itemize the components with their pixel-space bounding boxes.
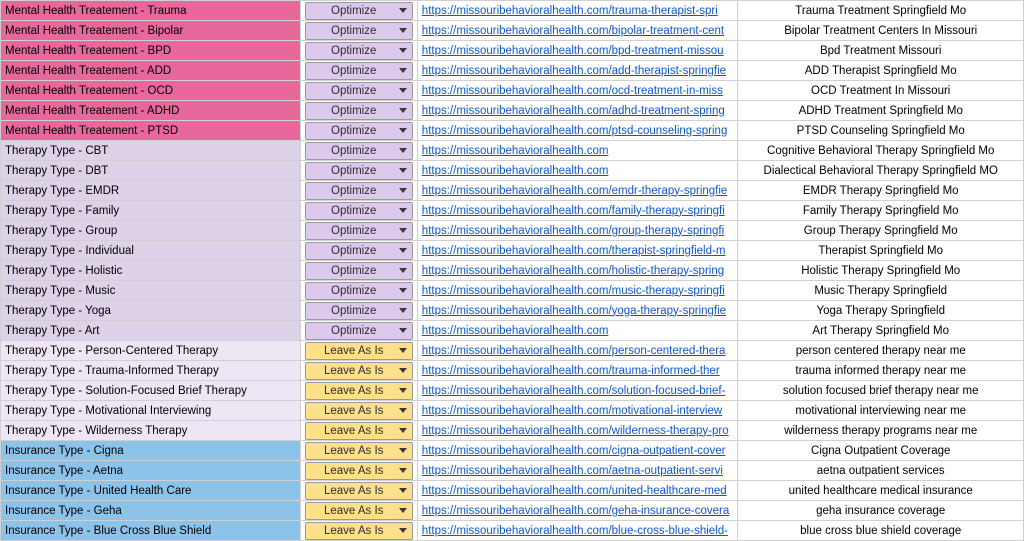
action-dropdown[interactable]: [305, 62, 413, 80]
action-cell[interactable]: [300, 41, 417, 61]
chevron-down-icon[interactable]: [399, 268, 407, 273]
keyword-cell[interactable]: Music Therapy Springfield: [738, 281, 1024, 301]
table-row[interactable]: [1, 381, 1024, 401]
keyword-cell[interactable]: Cigna Outpatient Coverage: [738, 441, 1024, 461]
keyword-cell[interactable]: Yoga Therapy Springfield: [738, 301, 1024, 321]
action-dropdown[interactable]: [305, 42, 413, 60]
table-row[interactable]: [1, 181, 1024, 201]
action-dropdown-label: Optimize: [331, 164, 377, 177]
action-dropdown[interactable]: [305, 262, 413, 280]
keyword-cell[interactable]: trauma informed therapy near me: [738, 361, 1024, 381]
action-dropdown[interactable]: [305, 382, 413, 400]
url-cell[interactable]: https://missouribehavioralhealth.com/motivational-interview: [417, 401, 738, 421]
action-dropdown-label: Optimize: [331, 224, 377, 237]
table-row[interactable]: [1, 341, 1024, 361]
url-cell[interactable]: https://missouribehavioralhealth.com/group-therapy-springfi: [417, 221, 738, 241]
table-row[interactable]: [1, 221, 1024, 241]
table-row[interactable]: [1, 461, 1024, 481]
url-cell[interactable]: https://missouribehavioralhealth.com/holistic-therapy-spring: [417, 261, 738, 281]
action-dropdown-label: Leave As Is: [323, 524, 384, 537]
url-cell[interactable]: https://missouribehavioralhealth.com/ptsd-counseling-spring: [417, 121, 738, 141]
action-dropdown-label: Optimize: [331, 144, 377, 157]
chevron-down-icon[interactable]: [399, 208, 407, 213]
url-cell[interactable]: https://missouribehavioralhealth.com/family-therapy-springfi: [417, 201, 738, 221]
action-cell[interactable]: [300, 121, 417, 141]
url-cell[interactable]: https://missouribehavioralhealth.com/trauma-therapist-spri: [417, 1, 738, 21]
url-cell[interactable]: https://missouribehavioralhealth.com: [417, 141, 738, 161]
action-dropdown[interactable]: [305, 362, 413, 380]
action-cell[interactable]: [300, 101, 417, 121]
action-cell[interactable]: [300, 401, 417, 421]
action-cell[interactable]: [300, 221, 417, 241]
row-label-cell[interactable]: Therapy Type - CBT: [1, 141, 301, 161]
table-row[interactable]: [1, 261, 1024, 281]
keyword-cell[interactable]: OCD Treatment In Missouri: [738, 81, 1024, 101]
action-dropdown-label: Optimize: [331, 44, 377, 57]
keyword-cell[interactable]: Bipolar Treatment Centers In Missouri: [738, 21, 1024, 41]
row-label-cell[interactable]: Mental Health Treatement - ADHD: [1, 101, 301, 121]
row-label-cell[interactable]: Therapy Type - Solution-Focused Brief Therapy: [1, 381, 301, 401]
keyword-cell[interactable]: Family Therapy Springfield Mo: [738, 201, 1024, 221]
action-dropdown[interactable]: [305, 462, 413, 480]
action-cell[interactable]: [300, 281, 417, 301]
action-dropdown[interactable]: [305, 522, 413, 540]
chevron-down-icon[interactable]: [399, 128, 407, 133]
chevron-down-icon[interactable]: [399, 508, 407, 513]
action-cell[interactable]: [300, 461, 417, 481]
row-label-cell[interactable]: Therapy Type - Family: [1, 201, 301, 221]
url-cell[interactable]: https://missouribehavioralhealth.com/adhd-treatment-spring: [417, 101, 738, 121]
keyword-cell[interactable]: Art Therapy Springfield Mo: [738, 321, 1024, 341]
action-dropdown-label: Leave As Is: [323, 484, 384, 497]
url-cell[interactable]: https://missouribehavioralhealth.com/person-centered-thera: [417, 341, 738, 361]
chevron-down-icon[interactable]: [399, 308, 407, 313]
action-dropdown[interactable]: [305, 402, 413, 420]
row-label-cell[interactable]: Insurance Type - Aetna: [1, 461, 301, 481]
action-dropdown-label: Optimize: [331, 324, 377, 337]
action-dropdown[interactable]: [305, 282, 413, 300]
action-dropdown[interactable]: [305, 442, 413, 460]
url-cell[interactable]: https://missouribehavioralhealth.com/ocd-treatment-in-miss: [417, 81, 738, 101]
action-dropdown[interactable]: [305, 502, 413, 520]
action-cell[interactable]: [300, 481, 417, 501]
row-label-cell[interactable]: Mental Health Treatement - Bipolar: [1, 21, 301, 41]
url-cell[interactable]: https://missouribehavioralhealth.com: [417, 321, 738, 341]
action-cell[interactable]: [300, 301, 417, 321]
action-dropdown-label: Leave As Is: [323, 464, 384, 477]
url-cell[interactable]: https://missouribehavioralhealth.com/blue-cross-blue-shield-: [417, 521, 738, 541]
row-label-cell[interactable]: Therapy Type - Person-Centered Therapy: [1, 341, 301, 361]
action-dropdown[interactable]: [305, 102, 413, 120]
chevron-down-icon[interactable]: [399, 428, 407, 433]
keyword-cell[interactable]: blue cross blue shield coverage: [738, 521, 1024, 541]
action-cell[interactable]: [300, 261, 417, 281]
action-dropdown-label: Optimize: [331, 264, 377, 277]
action-dropdown-label: Leave As Is: [323, 384, 384, 397]
action-dropdown-label: Optimize: [331, 244, 377, 257]
table-row[interactable]: [1, 81, 1024, 101]
action-dropdown-label: Optimize: [331, 184, 377, 197]
action-dropdown-label: Optimize: [331, 24, 377, 37]
url-cell[interactable]: https://missouribehavioralhealth.com/united-healthcare-med: [417, 481, 738, 501]
row-label-cell[interactable]: Therapy Type - EMDR: [1, 181, 301, 201]
row-label-cell[interactable]: Mental Health Treatement - PTSD: [1, 121, 301, 141]
action-dropdown-label: Optimize: [331, 304, 377, 317]
action-dropdown-label: Leave As Is: [323, 424, 384, 437]
chevron-down-icon[interactable]: [399, 488, 407, 493]
table-row[interactable]: [1, 501, 1024, 521]
url-cell[interactable]: https://missouribehavioralhealth.com/geha-insurance-covera: [417, 501, 738, 521]
table-row[interactable]: [1, 201, 1024, 221]
table-row[interactable]: [1, 401, 1024, 421]
chevron-down-icon[interactable]: [399, 8, 407, 13]
table-body: [1, 1, 1024, 541]
chevron-down-icon[interactable]: [399, 88, 407, 93]
chevron-down-icon[interactable]: [399, 28, 407, 33]
action-cell[interactable]: [300, 161, 417, 181]
action-dropdown[interactable]: [305, 182, 413, 200]
row-label-cell[interactable]: Mental Health Treatement - Trauma: [1, 1, 301, 21]
table-row[interactable]: [1, 61, 1024, 81]
table-row[interactable]: [1, 281, 1024, 301]
chevron-down-icon[interactable]: [399, 528, 407, 533]
table-row[interactable]: [1, 481, 1024, 501]
action-cell[interactable]: [300, 341, 417, 361]
row-label-cell[interactable]: Insurance Type - United Health Care: [1, 481, 301, 501]
url-cell[interactable]: https://missouribehavioralhealth.com/wilderness-therapy-pro: [417, 421, 738, 441]
url-cell[interactable]: https://missouribehavioralhealth.com/add-therapist-springfie: [417, 61, 738, 81]
action-cell[interactable]: [300, 181, 417, 201]
chevron-down-icon[interactable]: [399, 388, 407, 393]
keyword-cell[interactable]: Group Therapy Springfield Mo: [738, 221, 1024, 241]
url-cell[interactable]: https://missouribehavioralhealth.com/aetna-outpatient-servi: [417, 461, 738, 481]
keyword-cell[interactable]: PTSD Counseling Springfield Mo: [738, 121, 1024, 141]
row-label-cell[interactable]: Therapy Type - Group: [1, 221, 301, 241]
action-dropdown[interactable]: [305, 322, 413, 340]
keyword-cell[interactable]: solution focused brief therapy near me: [738, 381, 1024, 401]
table-row[interactable]: [1, 101, 1024, 121]
action-cell[interactable]: [300, 381, 417, 401]
action-cell[interactable]: [300, 321, 417, 341]
url-cell[interactable]: https://missouribehavioralhealth.com/emdr-therapy-springfie: [417, 181, 738, 201]
keyword-cell[interactable]: ADD Therapist Springfield Mo: [738, 61, 1024, 81]
action-dropdown[interactable]: [305, 22, 413, 40]
table-row[interactable]: [1, 441, 1024, 461]
row-label-cell[interactable]: Mental Health Treatement - ADD: [1, 61, 301, 81]
keyword-cell[interactable]: Trauma Treatment Springfield Mo: [738, 1, 1024, 21]
chevron-down-icon[interactable]: [399, 348, 407, 353]
action-cell[interactable]: [300, 141, 417, 161]
action-dropdown-label: Optimize: [331, 84, 377, 97]
table-row[interactable]: [1, 241, 1024, 261]
url-cell[interactable]: https://missouribehavioralhealth.com/yoga-therapy-springfie: [417, 301, 738, 321]
table-row[interactable]: [1, 1, 1024, 21]
table-row[interactable]: [1, 121, 1024, 141]
chevron-down-icon[interactable]: [399, 408, 407, 413]
action-cell[interactable]: [300, 201, 417, 221]
chevron-down-icon[interactable]: [399, 188, 407, 193]
action-dropdown-label: Optimize: [331, 104, 377, 117]
url-cell[interactable]: https://missouribehavioralhealth.com: [417, 161, 738, 181]
chevron-down-icon[interactable]: [399, 168, 407, 173]
row-label-cell[interactable]: Mental Health Treatement - OCD: [1, 81, 301, 101]
keyword-cell[interactable]: Bpd Treatment Missouri: [738, 41, 1024, 61]
row-label-cell[interactable]: Therapy Type - DBT: [1, 161, 301, 181]
url-cell[interactable]: https://missouribehavioralhealth.com/cigna-outpatient-cover: [417, 441, 738, 461]
row-label-cell[interactable]: Insurance Type - Cigna: [1, 441, 301, 461]
table-row[interactable]: [1, 321, 1024, 341]
chevron-down-icon[interactable]: [399, 48, 407, 53]
action-dropdown[interactable]: [305, 342, 413, 360]
chevron-down-icon[interactable]: [399, 288, 407, 293]
action-dropdown[interactable]: [305, 82, 413, 100]
action-dropdown-label: Leave As Is: [323, 344, 384, 357]
row-label-cell[interactable]: Mental Health Treatement - BPD: [1, 41, 301, 61]
action-cell[interactable]: [300, 61, 417, 81]
row-label-cell[interactable]: Therapy Type - Yoga: [1, 301, 301, 321]
row-label-cell[interactable]: Therapy Type - Individual: [1, 241, 301, 261]
action-cell[interactable]: [300, 501, 417, 521]
row-label-cell[interactable]: Insurance Type - Blue Cross Blue Shield: [1, 521, 301, 541]
chevron-down-icon[interactable]: [399, 148, 407, 153]
action-dropdown-label: Leave As Is: [323, 444, 384, 457]
keyword-cell[interactable]: Dialectical Behavioral Therapy Springfield MO: [738, 161, 1024, 181]
action-dropdown-label: Optimize: [331, 64, 377, 77]
table-row[interactable]: [1, 421, 1024, 441]
chevron-down-icon[interactable]: [399, 248, 407, 253]
keyword-cell[interactable]: united healthcare medical insurance: [738, 481, 1024, 501]
table-row[interactable]: [1, 301, 1024, 321]
row-label-cell[interactable]: Therapy Type - Music: [1, 281, 301, 301]
chevron-down-icon[interactable]: [399, 108, 407, 113]
keyword-cell[interactable]: person centered therapy near me: [738, 341, 1024, 361]
keyword-cell[interactable]: Holistic Therapy Springfield Mo: [738, 261, 1024, 281]
keyword-cell[interactable]: ADHD Treatment Springfield Mo: [738, 101, 1024, 121]
action-dropdown[interactable]: [305, 482, 413, 500]
chevron-down-icon[interactable]: [399, 468, 407, 473]
action-dropdown-label: Optimize: [331, 124, 377, 137]
action-dropdown[interactable]: [305, 142, 413, 160]
keyword-cell[interactable]: geha insurance coverage: [738, 501, 1024, 521]
row-label-cell[interactable]: Therapy Type - Wilderness Therapy: [1, 421, 301, 441]
action-dropdown-label: Optimize: [331, 204, 377, 217]
url-cell[interactable]: https://missouribehavioralhealth.com/solution-focused-brief-: [417, 381, 738, 401]
url-cell[interactable]: https://missouribehavioralhealth.com/trauma-informed-ther: [417, 361, 738, 381]
action-dropdown[interactable]: [305, 302, 413, 320]
url-cell[interactable]: https://missouribehavioralhealth.com/bpd-treatment-missou: [417, 41, 738, 61]
action-dropdown[interactable]: [305, 2, 413, 20]
chevron-down-icon[interactable]: [399, 448, 407, 453]
action-dropdown[interactable]: [305, 422, 413, 440]
action-dropdown[interactable]: [305, 242, 413, 260]
action-dropdown[interactable]: [305, 222, 413, 240]
action-cell[interactable]: [300, 421, 417, 441]
action-dropdown-label: Optimize: [331, 4, 377, 17]
table-row[interactable]: [1, 161, 1024, 181]
url-cell[interactable]: https://missouribehavioralhealth.com/bipolar-treatment-cent: [417, 21, 738, 41]
table-row[interactable]: [1, 361, 1024, 381]
action-cell[interactable]: [300, 21, 417, 41]
keyword-cell[interactable]: Therapist Springfield Mo: [738, 241, 1024, 261]
action-cell[interactable]: [300, 441, 417, 461]
table-row[interactable]: [1, 21, 1024, 41]
action-dropdown[interactable]: [305, 202, 413, 220]
action-dropdown-label: Leave As Is: [323, 404, 384, 417]
action-dropdown-label: Leave As Is: [323, 364, 384, 377]
action-dropdown-label: Leave As Is: [323, 504, 384, 517]
row-label-cell[interactable]: Insurance Type - Geha: [1, 501, 301, 521]
chevron-down-icon[interactable]: [399, 328, 407, 333]
chevron-down-icon[interactable]: [399, 228, 407, 233]
action-cell[interactable]: [300, 241, 417, 261]
table-row[interactable]: [1, 521, 1024, 541]
action-cell[interactable]: [300, 81, 417, 101]
keyword-cell[interactable]: EMDR Therapy Springfield Mo: [738, 181, 1024, 201]
row-label-cell[interactable]: Therapy Type - Holistic: [1, 261, 301, 281]
table-row[interactable]: [1, 41, 1024, 61]
action-dropdown[interactable]: [305, 162, 413, 180]
action-cell[interactable]: [300, 361, 417, 381]
chevron-down-icon[interactable]: [399, 68, 407, 73]
url-cell[interactable]: https://missouribehavioralhealth.com/music-therapy-springfi: [417, 281, 738, 301]
keyword-cell[interactable]: Cognitive Behavioral Therapy Springfield Mo: [738, 141, 1024, 161]
action-cell[interactable]: [300, 1, 417, 21]
row-label-cell[interactable]: Therapy Type - Motivational Interviewing: [1, 401, 301, 421]
table-row[interactable]: [1, 141, 1024, 161]
keyword-cell[interactable]: aetna outpatient services: [738, 461, 1024, 481]
keyword-cell[interactable]: wilderness therapy programs near me: [738, 421, 1024, 441]
url-cell[interactable]: https://missouribehavioralhealth.com/therapist-springfield-m: [417, 241, 738, 261]
chevron-down-icon[interactable]: [399, 368, 407, 373]
action-dropdown-label: Optimize: [331, 284, 377, 297]
row-label-cell[interactable]: Therapy Type - Art: [1, 321, 301, 341]
keyword-cell[interactable]: motivational interviewing near me: [738, 401, 1024, 421]
row-label-cell[interactable]: Therapy Type - Trauma-Informed Therapy: [1, 361, 301, 381]
action-dropdown[interactable]: [305, 122, 413, 140]
action-cell[interactable]: [300, 521, 417, 541]
